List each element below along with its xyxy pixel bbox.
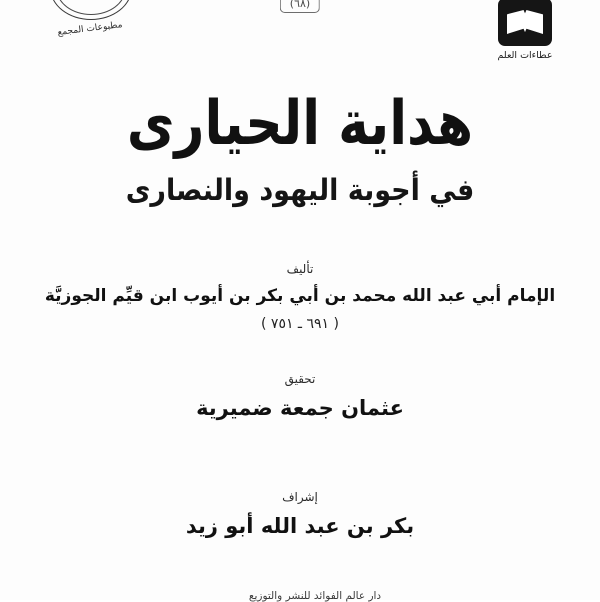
supervisor-name: بكر بن عبد الله أبو زيد xyxy=(185,514,415,538)
publisher-footer-text: دار عالم الفوائد للنشر والتوزيع xyxy=(248,590,382,602)
editor-label: تحقيق xyxy=(284,372,316,386)
editor-block xyxy=(0,372,600,420)
supervisor-block xyxy=(0,490,600,538)
author-name: الإمام أبي عبد الله محمد بن أبي بكر بن أيوب ابن قيِّم الجوزيَّة xyxy=(44,286,556,306)
title-block xyxy=(0,86,600,206)
page-number-value: (٦٨) xyxy=(280,0,320,13)
cover-header xyxy=(0,0,600,70)
seal-caption: مطبوعات المجمع xyxy=(56,20,123,38)
author-block xyxy=(0,262,600,332)
open-book-icon-glyph xyxy=(507,10,543,34)
page-title: هداية الحيارى xyxy=(126,88,474,160)
author-dates: ( ٦٩١ ـ ٧٥١ ) xyxy=(261,315,339,332)
publisher-logo xyxy=(470,0,580,61)
publisher-logo-caption: عطاءات العلم xyxy=(497,50,553,61)
open-book-icon xyxy=(498,0,552,46)
page-subtitle: في أجوبة اليهود والنصارى xyxy=(125,173,475,208)
publisher-seal xyxy=(35,0,145,64)
author-label: تأليف xyxy=(286,262,314,276)
supervisor-label: إشراف xyxy=(282,490,318,504)
cover-footer xyxy=(0,590,600,602)
page-number xyxy=(280,0,320,13)
editor-name: عثمان جمعة ضميرية xyxy=(196,396,404,420)
